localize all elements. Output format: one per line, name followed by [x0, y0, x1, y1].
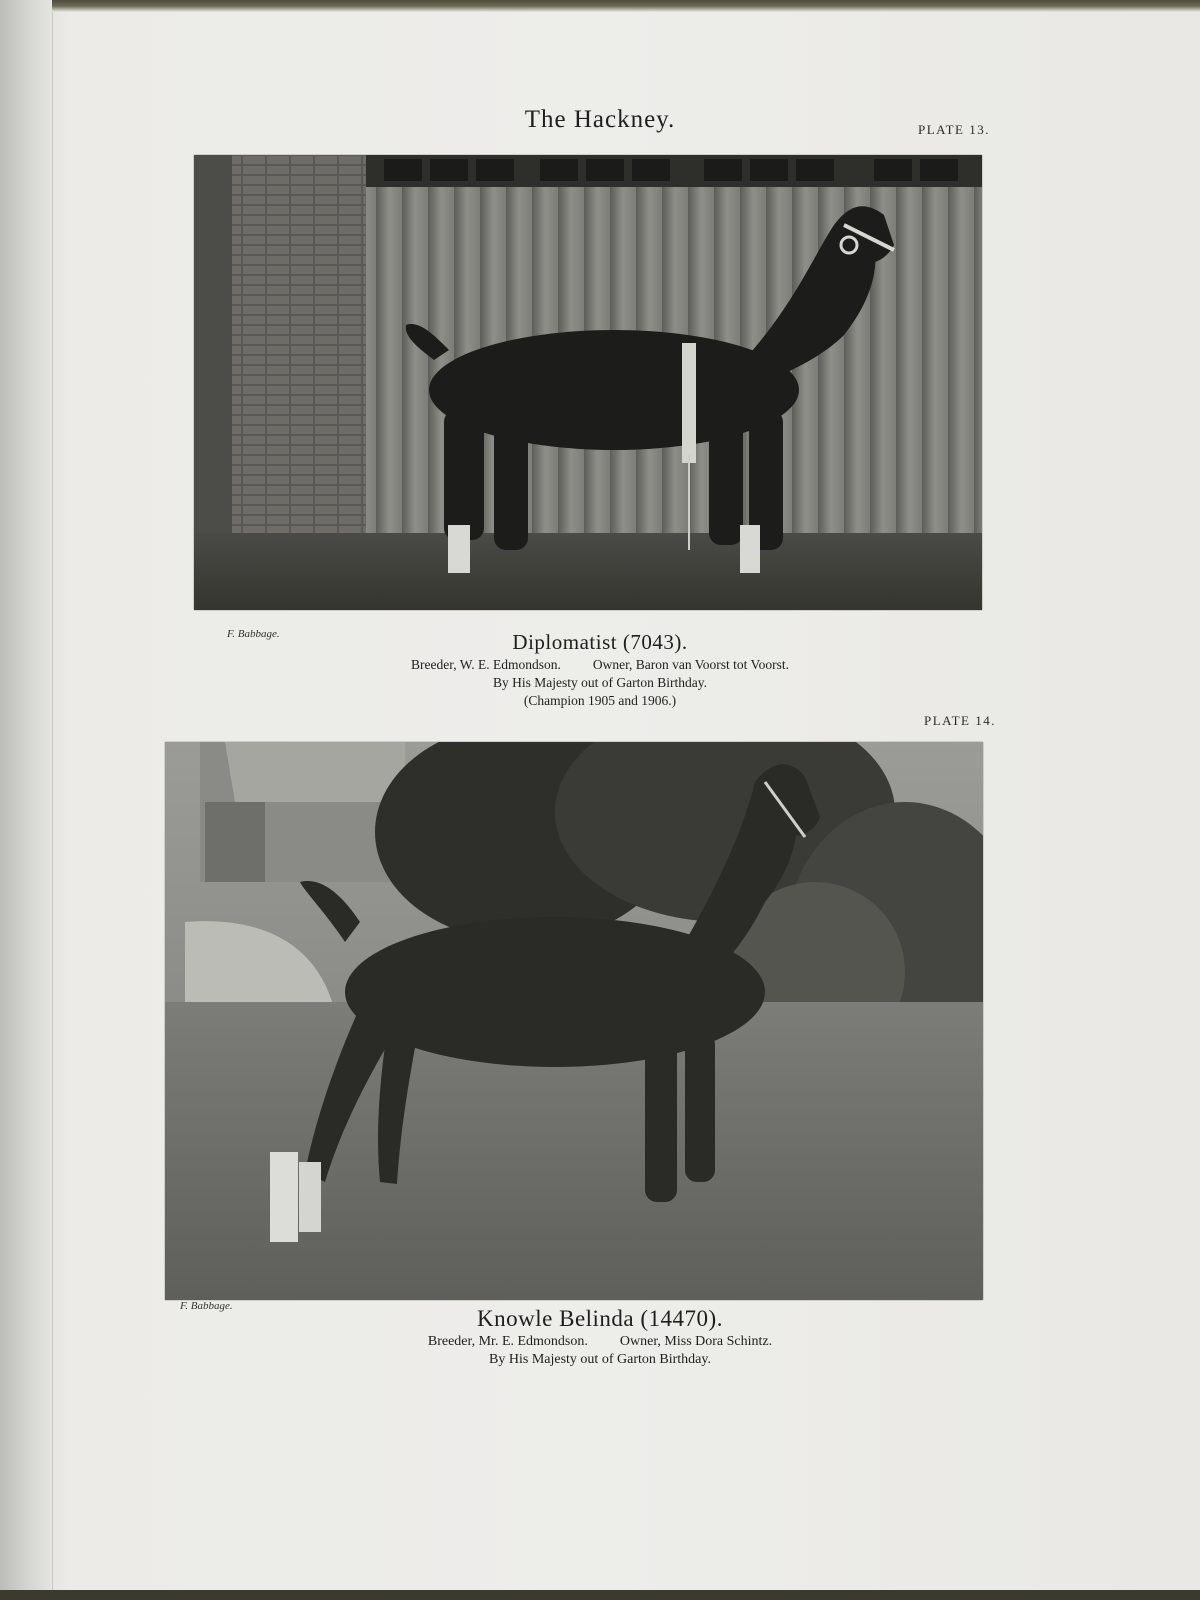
- plate-13-breeder: Breeder, W. E. Edmondson.: [411, 657, 561, 672]
- plate-14-breeder: Breeder, Mr. E. Edmondson.: [427, 1334, 588, 1349]
- plate-13-credits: [0, 657, 1200, 673]
- plate-14-owner: Owner, Miss Dora Schintz.: [619, 1334, 773, 1349]
- plate-13-photographer: F. Babbage.: [227, 628, 280, 640]
- running-head: The Hackney.: [524, 106, 676, 133]
- plate-13-pedigree: By His Majesty out of Garton Birthday.: [493, 675, 707, 690]
- plate-14-caption: [0, 1306, 1200, 1368]
- plate-14-credits: [0, 1334, 1200, 1350]
- table-edge: [52, 0, 1200, 12]
- plate-14-photographer: F. Babbage.: [180, 1300, 233, 1312]
- plate-13-owner: Owner, Baron van Voorst tot Voorst.: [592, 657, 789, 672]
- plate-13-photo-image: [194, 155, 982, 610]
- plate-14-title: Knowle Belinda (14470).: [477, 1306, 723, 1331]
- plate-13-photograph: [194, 155, 982, 610]
- plate-13-note: (Champion 1905 and 1906.): [523, 693, 677, 708]
- plate-14-photograph: [165, 742, 983, 1300]
- plate-14-label: PLATE 14.: [924, 713, 996, 728]
- plate-13-title: Diplomatist (7043).: [512, 630, 688, 654]
- plate-14-photo-image: [165, 742, 983, 1300]
- plate-13-label: PLATE 13.: [918, 122, 990, 137]
- plate-13-caption: [0, 630, 1200, 709]
- plate-14-pedigree: By His Majesty out of Garton Birthday.: [489, 1352, 711, 1367]
